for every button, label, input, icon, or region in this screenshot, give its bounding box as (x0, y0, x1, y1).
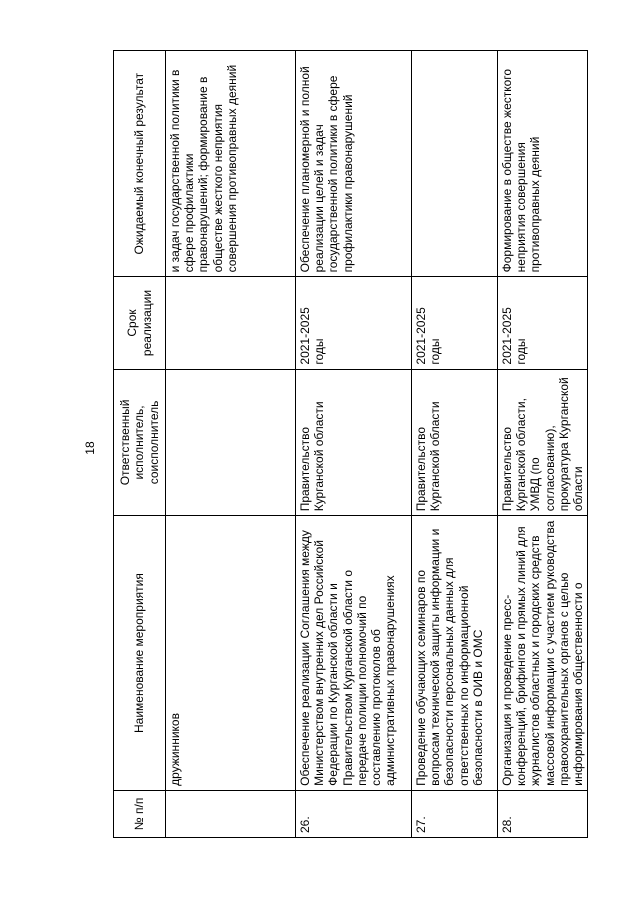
row-num: 27. (412, 790, 498, 837)
measures-table (113, 50, 588, 838)
row-result: Обеспечение планомерной и полной реализации целей и задач государственной политики в сфере профилактики правонарушений (296, 51, 412, 277)
table-row (498, 51, 588, 838)
header-result: Ожидаемый конечный результат (114, 51, 166, 277)
row-term: 2021-2025 годы (498, 277, 588, 369)
row-term (166, 277, 296, 369)
row-responsible: Правительство Курганской области (296, 369, 412, 516)
row-term: 2021-2025 годы (412, 277, 498, 369)
row-result: и задач государственной политики в сфере профилактики правонарушений; формирование в обществе жесткого неприятия совершения противоправных деяний (166, 51, 296, 277)
table-row (296, 51, 412, 838)
header-num: № п/п (114, 790, 166, 837)
header-row (114, 51, 166, 838)
row-num (166, 790, 296, 837)
row-num: 26. (296, 790, 412, 837)
page-number: 18 (83, 441, 97, 455)
row-num: 28. (498, 790, 588, 837)
row-name: Проведение обучающих семинаров по вопросам технической защиты информации и безопасности персональных данных для ответственных по информационной безопасности в ОИВ и ОМС (412, 516, 498, 791)
header-name: Наименование мероприятия (114, 516, 166, 791)
row-name: Обеспечение реализации Соглашения между Министерством внутренних дел Российской Федерации по Курганской области и Правительством Курганской области о передаче полиции полномочий по составлению протоколов об административных правонарушениях (296, 516, 412, 791)
row-responsible: Правительство Курганской области, УМВД (по согласованию), прокуратура Курганской области (498, 369, 588, 516)
header-responsible: Ответственный исполнитель, соисполнитель (114, 369, 166, 516)
row-name: дружинников (166, 516, 296, 791)
row-result (412, 51, 498, 277)
rotated-table-page (113, 50, 586, 838)
row-name: Организация и проведение пресс-конференций, брифингов и прямых линий для журналистов областных и городских средств массовой информации с участием руководства правоохранительных органов с целью информирования общественности о (498, 516, 588, 791)
table-row (166, 51, 296, 838)
header-term: Срок реализации (114, 277, 166, 369)
row-term: 2021-2025 годы (296, 277, 412, 369)
row-responsible (166, 369, 296, 516)
row-responsible: Правительство Курганской области (412, 369, 498, 516)
row-result: Формирование в обществе жесткого неприятия совершения противоправных деяний (498, 51, 588, 277)
table-row (412, 51, 498, 838)
